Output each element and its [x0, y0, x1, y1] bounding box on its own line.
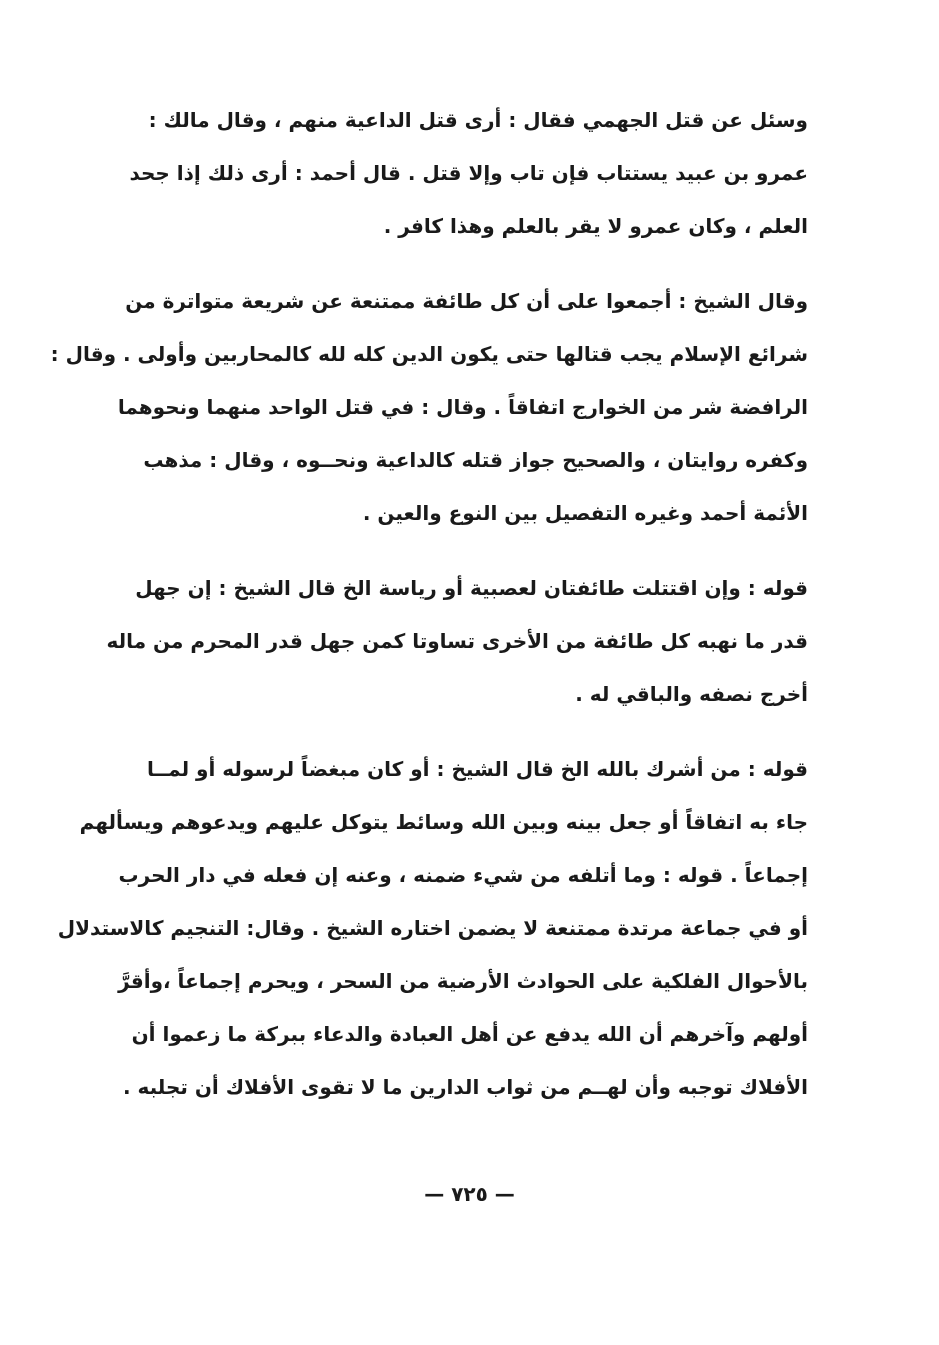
text-line: الأفلاك توجبه وأن لهــم من ثواب الدارين ما لا تقوى الأفلاك أن تجلبه .: [122, 1075, 808, 1099]
body-text: [50, 94, 808, 1136]
text-line: جاء به اتفاقاً أو جعل بينه وبين الله وسائط يتوكل عليهم ويدعوهم ويسألهم: [79, 810, 808, 834]
page-number: — ٧٢٥ —: [424, 1182, 515, 1206]
paragraph-2: [50, 275, 808, 540]
text-line: قوله : وإن اقتتلت طائفتان لعصبية أو رياسة الخ قال الشيخ : إن جهل: [135, 576, 808, 600]
text-line: أولهم وآخرهم أن الله يدفع عن أهل العبادة والدعاء ببركة ما زعموا أن: [131, 1022, 808, 1046]
text-line: أخرج نصفه والباقي له .: [575, 682, 808, 706]
paragraph-4: [57, 743, 808, 1114]
text-line: وكفره روايتان ، والصحيح جواز قتله كالداعية ونحــوه ، وقال : مذهب: [143, 448, 808, 472]
text-line: الرافضة شر من الخوارج اتفاقاً . وقال : في قتل الواحد منهما ونحوهما: [117, 395, 808, 419]
text-line: شرائع الإسلام يجب قتالها حتى يكون الدين كله لله كالمحاربين وأولى . وقال :: [50, 342, 808, 366]
text-line: العلم ، وكان عمرو لا يقر بالعلم وهذا كافر .: [383, 214, 808, 238]
paragraph-3: [106, 562, 808, 721]
text-line: أو في جماعة مرتدة ممتنعة لا يضمن اختاره الشيخ . وقال: التنجيم كالاستدلال: [57, 916, 808, 940]
text-line: إجماعاً . قوله : وما أتلفه من شيء ضمنه ، وعنه إن فعله في دار الحرب: [118, 863, 808, 887]
text-line: وسئل عن قتل الجهمي فقال : أرى قتل الداعية منهم ، وقال مالك :: [148, 108, 808, 132]
text-line: وقال الشيخ : أجمعوا على أن كل طائفة ممتنعة عن شريعة متواترة من: [125, 289, 808, 313]
text-line: قدر ما نهبه كل طائفة من الأخرى تساوتا كمن جهل قدر المحرم من ماله: [106, 629, 808, 653]
text-line: الأئمة أحمد وغيره التفصيل بين النوع والعين .: [362, 501, 808, 525]
text-line: قوله : من أشرك بالله الخ قال الشيخ : أو كان مبغضاً لرسوله أو لمــا: [146, 757, 808, 781]
paragraph-1: [129, 94, 808, 253]
text-line: بالأحوال الفلكية على الحوادث الأرضية من السحر ، ويحرم إجماعاً ،وأقرَّ: [118, 969, 808, 993]
text-line: عمرو بن عبيد يستتاب فإن تاب وإلا قتل . قال أحمد : أرى ذلك إذا جحد: [129, 161, 808, 185]
